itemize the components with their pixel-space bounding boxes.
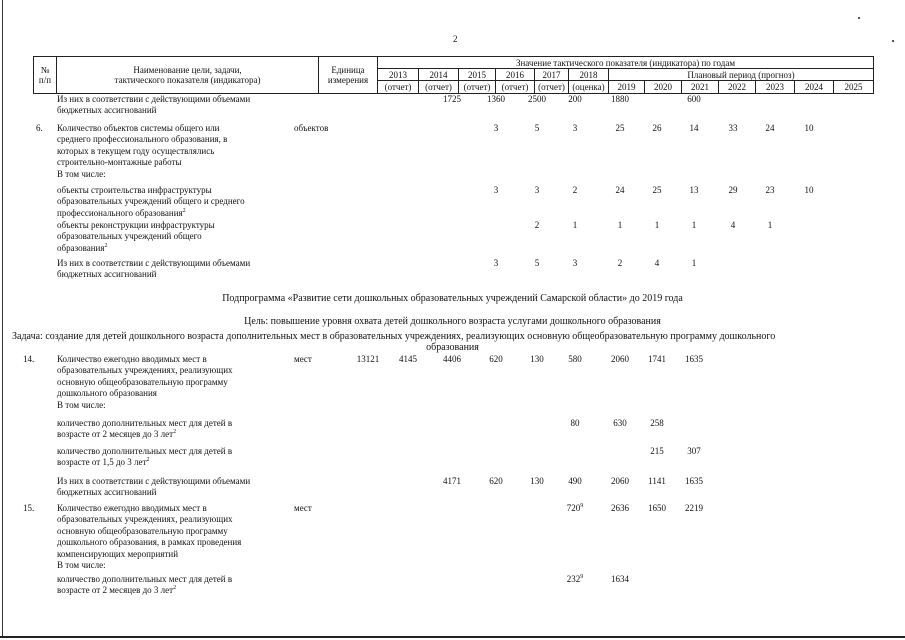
row-number: 15. xyxy=(23,503,35,513)
header-plan-title: Плановый период (прогноз) xyxy=(609,69,874,81)
header-status: (отчет) xyxy=(535,81,569,94)
value-cell: 4 xyxy=(654,258,660,268)
row-number: 14. xyxy=(23,354,35,364)
value-cell: 24 xyxy=(765,123,775,133)
value-cell: 3 xyxy=(572,123,578,133)
value-cell: 4406 xyxy=(443,354,461,364)
value-cell: 2 xyxy=(572,185,578,195)
header-status: (отчет) xyxy=(419,81,459,94)
value-cell: 130 xyxy=(530,354,544,364)
table-header xyxy=(33,56,874,94)
footnote-mark: 2 xyxy=(173,585,177,592)
header-year: 2014 xyxy=(419,69,459,81)
footnote-mark: 2 xyxy=(173,429,177,436)
row-description: количество дополнительных мест для детей в возрасте от 1,5 до 3 лет$^2$ xyxy=(57,446,233,468)
value-cell: 200 xyxy=(568,94,582,104)
footnote-mark: 2 xyxy=(146,457,150,464)
row-description: объекты строительства инфраструктуры образовательных учреждений общего и среднего профессионального образования$^2$ xyxy=(57,185,245,218)
row-description: Из них в соответствии с действующими объемами бюджетных ассигнований xyxy=(57,258,251,280)
header-year: 2018 xyxy=(569,69,609,81)
value-cell: 25 xyxy=(652,185,662,195)
value-cell: 33 xyxy=(728,123,738,133)
value-cell: 14 xyxy=(689,123,699,133)
value-cell: 2500 xyxy=(528,94,546,104)
value-cell: 80 xyxy=(570,418,580,428)
header-year: 2024 xyxy=(795,81,834,94)
value-cell: 25 xyxy=(615,123,625,133)
value-cell: 1 xyxy=(691,258,697,268)
header-num: № п/п xyxy=(34,57,57,94)
value-cell: 4145 xyxy=(399,354,417,364)
value-cell: $232^9$ xyxy=(566,574,584,584)
footnote-mark: 2 xyxy=(182,207,186,214)
value-cell: 3 xyxy=(534,185,540,195)
row-description: Из них в соответствии с действующими объемами бюджетных ассигнований xyxy=(57,94,251,116)
value-cell: 4 xyxy=(730,220,736,230)
footnote-mark: 9 xyxy=(580,503,584,509)
row-description: Количество ежегодно вводимых мест в образовательных учреждениях, реализующих основную общеобразовательную программу дошкольного образования, в рамках проведения компенсирующих мероприятий В том числе: xyxy=(57,503,242,571)
value-cell: 1 xyxy=(767,220,773,230)
value-cell: 1360 xyxy=(487,94,505,104)
row-description: Количество ежегодно вводимых мест в образовательных учреждениях, реализующих основную общеобразовательную программу дошкольного образования В том числе: xyxy=(57,354,233,410)
scan-speck xyxy=(858,17,860,19)
header-year: 2023 xyxy=(756,81,795,94)
header-year: 2013 xyxy=(378,69,419,81)
row-number: 6. xyxy=(36,123,43,133)
value-cell: 215 xyxy=(650,446,664,456)
value-cell: 3 xyxy=(493,185,499,195)
row-unit: объектов xyxy=(294,123,329,133)
header-year: 2022 xyxy=(719,81,756,94)
row-description: Количество объектов системы общего или среднего профессионального образования, в которых в текущем году осуществлялись строительно-монтажные работы В том числе: xyxy=(57,123,228,179)
value-cell: 1880 xyxy=(611,94,629,104)
row-unit: мест xyxy=(294,354,312,364)
header-year: 2015 xyxy=(459,69,496,81)
value-cell: 1635 xyxy=(685,476,703,486)
value-cell: 1 xyxy=(617,220,623,230)
value-cell: 23 xyxy=(765,185,775,195)
header-unit: Единица измерения xyxy=(319,57,378,94)
header-status: (оценка) xyxy=(569,81,609,94)
value-cell: 10 xyxy=(804,185,814,195)
value-cell: 307 xyxy=(687,446,701,456)
subprogram-title: Подпрограмма «Развитие сети дошкольных образовательных учреждений Самарской области» до 2019 года xyxy=(222,293,683,304)
value-cell: 1741 xyxy=(648,354,666,364)
value-cell: 1 xyxy=(654,220,660,230)
task-text-line1: Задача: создание для детей дошкольного возраста дополнительных мест в образовательных учреждениях, реализующих основную общеобразовательную программу дошкольного xyxy=(12,331,776,342)
value-cell: 620 xyxy=(489,476,503,486)
value-cell: 3 xyxy=(493,258,499,268)
row-description: количество дополнительных мест для детей в возрасте от 2 месяцев до 3 лет$^2$ xyxy=(57,418,233,440)
value-cell: 1 xyxy=(572,220,578,230)
value-cell: 1725 xyxy=(443,94,461,104)
header-name: Наименование цели, задачи, тактического показателя (индикатора) xyxy=(57,57,319,94)
goal-text: Цель: повышение уровня охвата детей дошкольного возраста услугами дошкольного образования xyxy=(244,316,661,327)
value-cell: 1141 xyxy=(648,476,666,486)
header-year: 2025 xyxy=(834,81,874,94)
value-cell: 5 xyxy=(534,258,540,268)
value-cell: 3 xyxy=(572,258,578,268)
row-description: Из них в соответствии с действующими объемами бюджетных ассигнований xyxy=(57,476,251,498)
header-status: (отчет) xyxy=(459,81,496,94)
footnote-mark: 9 xyxy=(580,574,584,580)
header-year: 2021 xyxy=(682,81,719,94)
scan-speck xyxy=(892,40,894,42)
value-cell: 130 xyxy=(530,476,544,486)
value-cell: 490 xyxy=(568,476,582,486)
value-cell: 24 xyxy=(615,185,625,195)
value-cell: 2 xyxy=(617,258,623,268)
value-cell: 13 xyxy=(689,185,699,195)
value-cell: $720^9$ xyxy=(566,503,584,513)
value-cell: 2060 xyxy=(611,476,629,486)
value-cell: 630 xyxy=(613,418,627,428)
value-cell: 1650 xyxy=(648,503,666,513)
header-year: 2020 xyxy=(645,81,682,94)
value-cell: 1634 xyxy=(611,574,629,584)
page-border-bottom xyxy=(0,636,905,638)
page-number: 2 xyxy=(453,34,458,44)
header-year: 2016 xyxy=(496,69,535,81)
value-cell: 258 xyxy=(650,418,664,428)
task-text-line2: образования xyxy=(426,342,479,353)
value-cell: 1635 xyxy=(685,354,703,364)
value-cell: 26 xyxy=(652,123,662,133)
header-status: (отчет) xyxy=(378,81,419,94)
header-status: (отчет) xyxy=(496,81,535,94)
value-cell: 4171 xyxy=(443,476,461,486)
row-unit: мест xyxy=(294,503,312,513)
value-cell: 13121 xyxy=(356,354,380,364)
value-cell: 2060 xyxy=(611,354,629,364)
footnote-mark: 2 xyxy=(104,242,108,249)
header-values-title: Значение тактического показателя (индикатора) по годам xyxy=(378,57,874,69)
value-cell: 10 xyxy=(804,123,814,133)
value-cell: 600 xyxy=(687,94,701,104)
row-description: объекты реконструкции инфраструктуры образовательных учреждений общего образования$^2$ xyxy=(57,220,215,253)
row-description: количество дополнительных мест для детей в возрасте от 2 месяцев до 3 лет$^2$ xyxy=(57,574,233,596)
value-cell: 5 xyxy=(534,123,540,133)
value-cell: 1 xyxy=(691,220,697,230)
header-year: 2019 xyxy=(609,81,645,94)
value-cell: 620 xyxy=(489,354,503,364)
value-cell: 29 xyxy=(728,185,738,195)
value-cell: 580 xyxy=(568,354,582,364)
value-cell: 2636 xyxy=(611,503,629,513)
value-cell: 2219 xyxy=(685,503,703,513)
value-cell: 3 xyxy=(493,123,499,133)
header-year: 2017 xyxy=(535,69,569,81)
value-cell: 2 xyxy=(534,220,540,230)
